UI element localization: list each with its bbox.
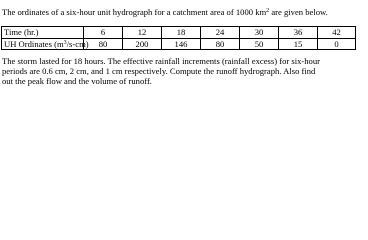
table-cell: 146 bbox=[162, 38, 201, 50]
ordinates-row-label bbox=[2, 38, 89, 50]
table-cell: 36 bbox=[279, 27, 318, 39]
intro-text-main: The ordinates of a six-hour unit hydrograph for a catchment area of 1000 km bbox=[2, 7, 267, 17]
ordinates-label-end: /s-cm) bbox=[66, 38, 89, 49]
table-cell: 18 bbox=[162, 27, 201, 39]
table-cell: 0 bbox=[318, 38, 356, 50]
table-cell: 15 bbox=[279, 38, 318, 50]
unit-hydrograph-table bbox=[1, 26, 356, 50]
time-row-label: Time (hr.) bbox=[2, 27, 84, 39]
table-cell: 50 bbox=[240, 38, 279, 50]
table-cell: 42 bbox=[318, 27, 356, 39]
problem-statement bbox=[2, 56, 364, 86]
table-cell: 12 bbox=[123, 27, 162, 39]
intro-text bbox=[2, 7, 366, 17]
intro-text-end: are given below. bbox=[269, 7, 328, 17]
problem-line: The storm lasted for 18 hours. The effective rainfall increments (rainfall excess) for six-hour bbox=[2, 56, 321, 66]
table-row-time bbox=[2, 27, 356, 39]
ordinates-label-main: UH Ordinates (m bbox=[4, 38, 64, 49]
table-row-ordinates bbox=[2, 38, 356, 50]
table-cell: 80 bbox=[201, 38, 240, 50]
table-cell: 6 bbox=[84, 27, 123, 39]
table-cell: 30 bbox=[240, 27, 279, 39]
table-cell: 24 bbox=[201, 27, 240, 39]
table-cell: 200 bbox=[123, 38, 162, 50]
problem-line: out the peak flow and the volume of runoff. bbox=[2, 76, 152, 86]
table-cell: 80 bbox=[84, 38, 123, 50]
problem-line: periods are 0.6 cm, 2 cm, and 1 cm respectively. Compute the runoff hydrograph. Also find bbox=[2, 66, 316, 76]
area-unit-superscript: 2 bbox=[266, 8, 270, 14]
ordinates-label-superscript: 3 bbox=[63, 39, 67, 46]
